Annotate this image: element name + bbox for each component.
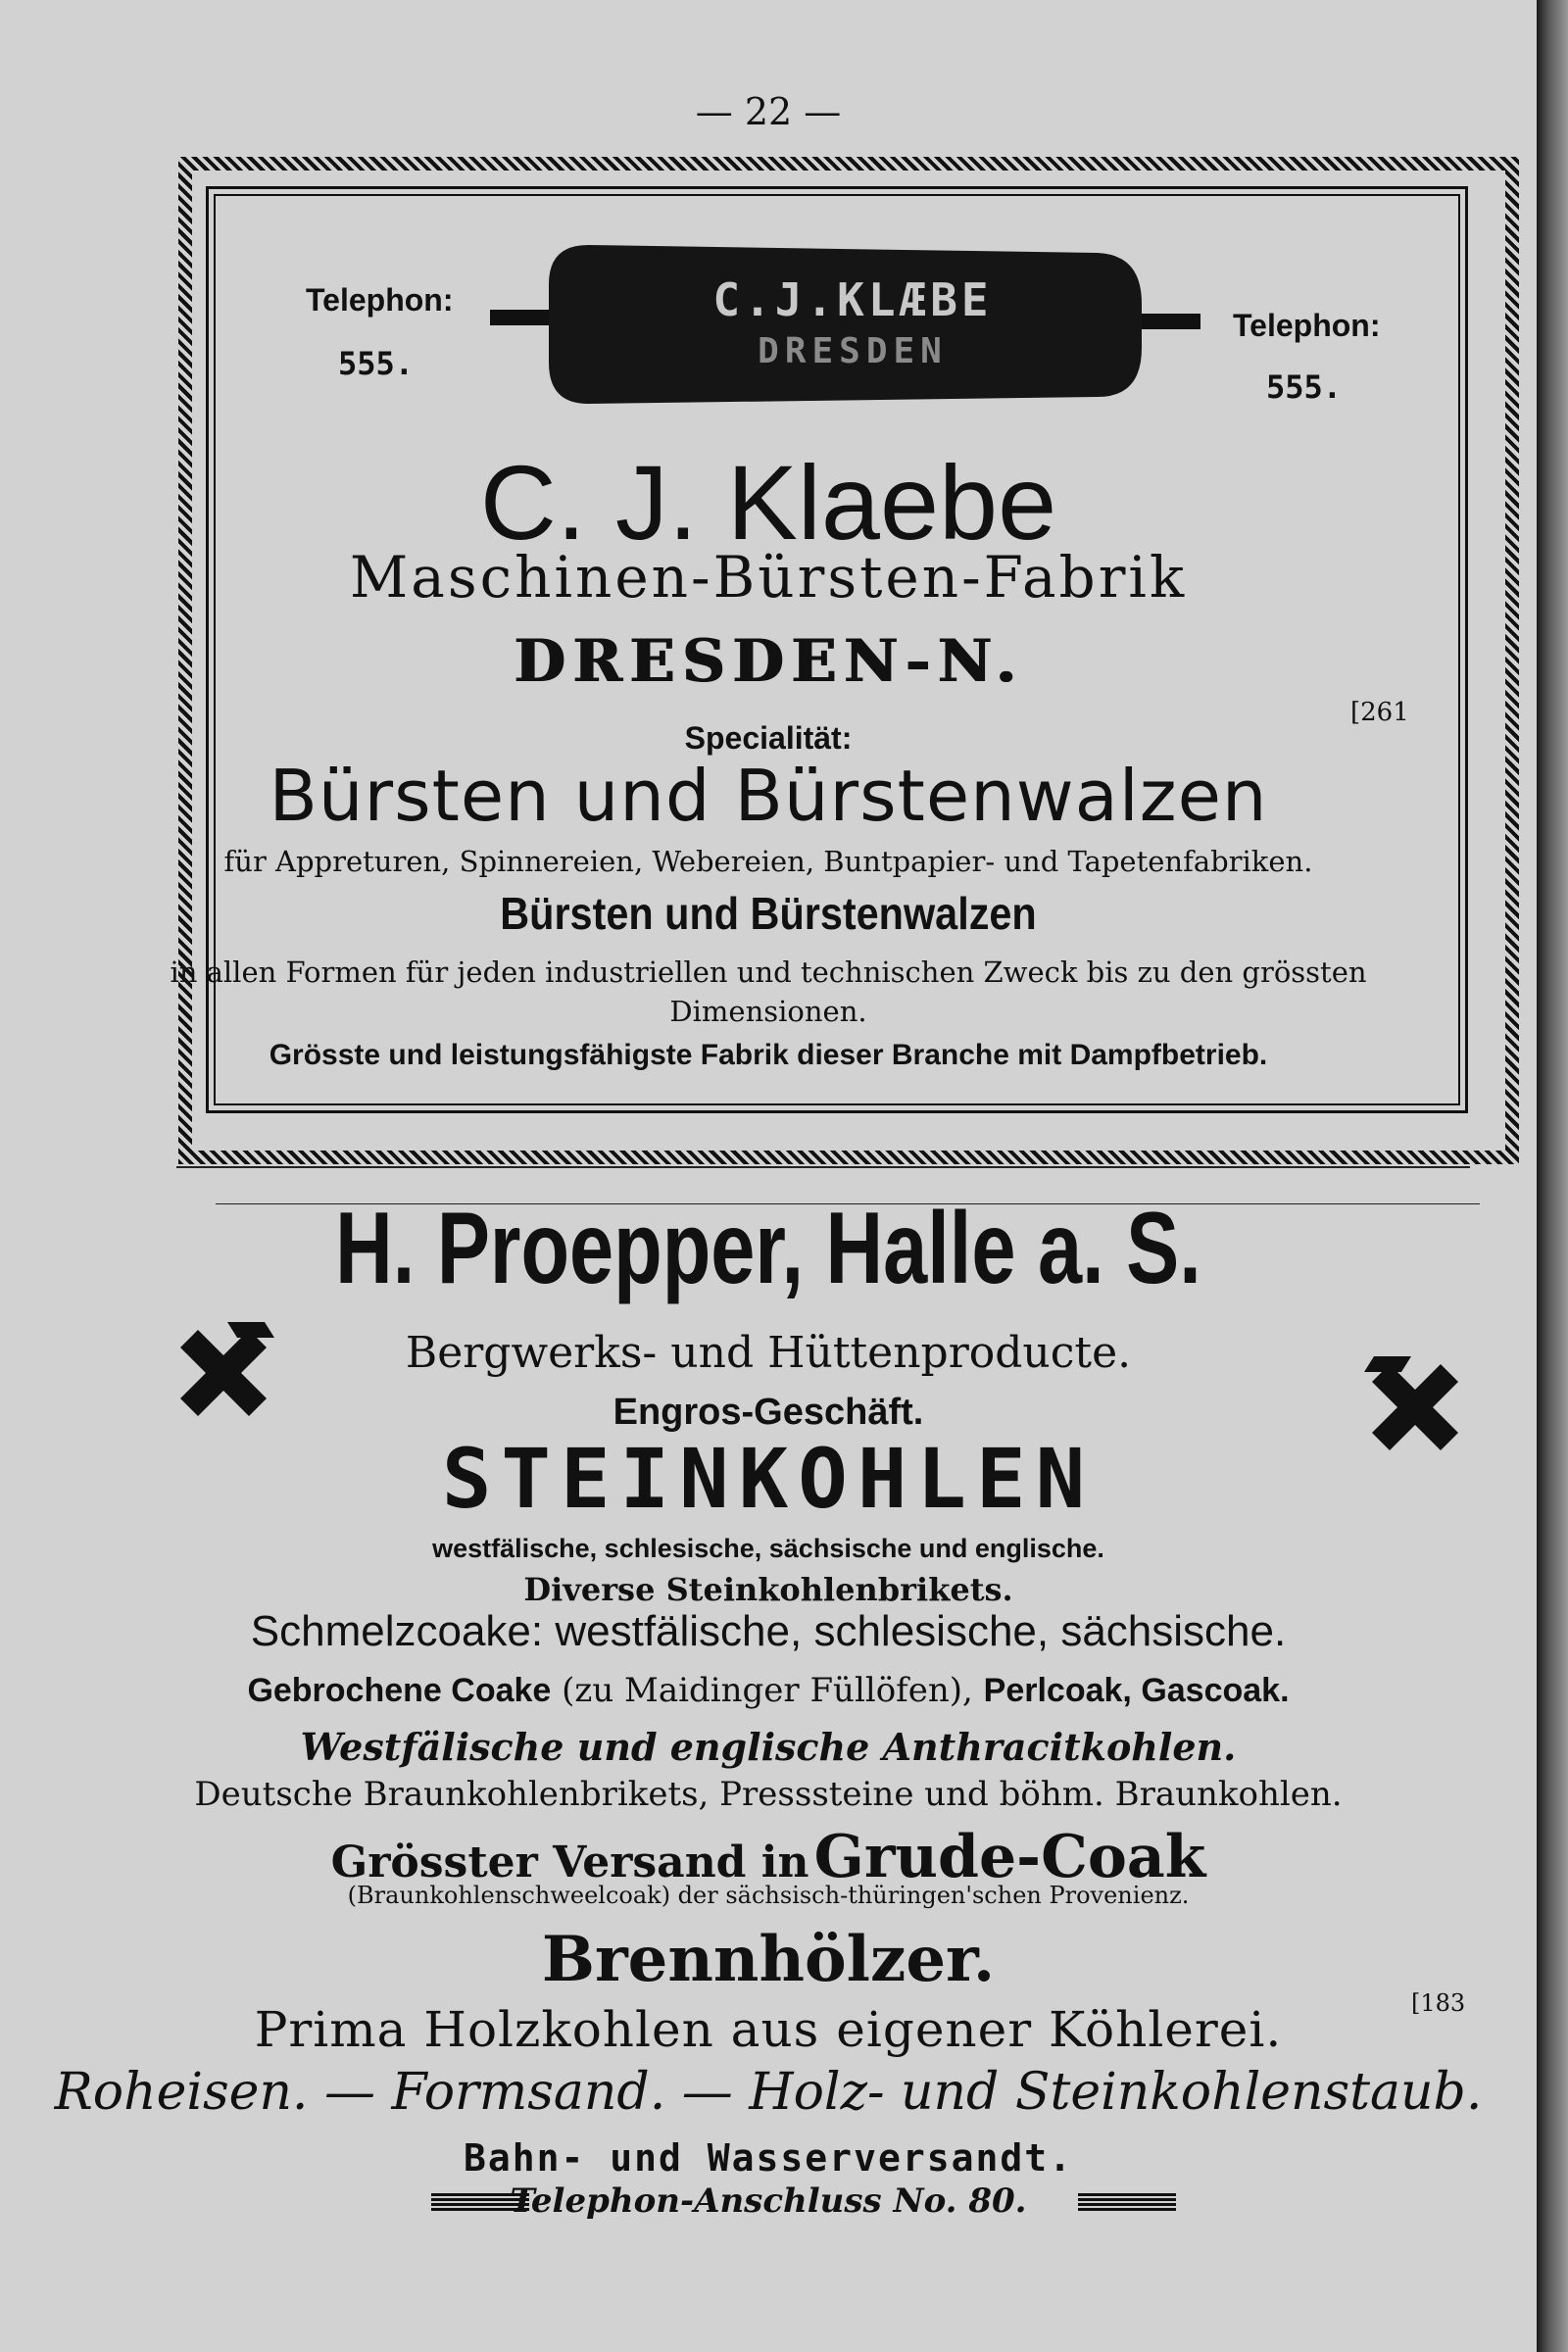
klaebe-forms-line-2: Dimensionen. (669, 995, 867, 1028)
proepper-holzkohlen: Prima Holzkohlen aus eigener Köhlerei. (254, 2001, 1283, 2058)
proepper-brennhoelzer: Brennhölzer. (541, 1923, 996, 1996)
gebrochene-mid: (zu Maidinger Füllöfen), (562, 1671, 973, 1710)
proepper-telephone: Telephon-Anschluss No. 80. (510, 2181, 1027, 2221)
speciality-label: Specialität: (684, 720, 853, 756)
proepper-roheisen: Roheisen. — Formsand. — Holz- und Steinkohlenstaub. (54, 2063, 1483, 2122)
proepper-engros: Engros-Geschäft. (612, 1392, 924, 1433)
versand-product: Grude-Coak (813, 1823, 1206, 1891)
proepper-schmelzcoake: Schmelzcoake: westfälische, schlesische, sächsische. (250, 1607, 1287, 1655)
klaebe-use-line: für Appreturen, Spinnereien, Webereien, Buntpapier- und Tapetenfabriken. (223, 845, 1313, 878)
proepper-products: Bergwerks- und Hüttenproducte. (405, 1328, 1132, 1378)
roller-axle-left (490, 310, 549, 325)
proepper-bahn: Bahn- und Wasserversandt. (464, 2136, 1073, 2180)
klaebe-ad-reference: [261 (1350, 698, 1409, 727)
proepper-gebrochene-coake (0, 1671, 1537, 1710)
klaebe-claim: Grösste und leistungsfähigste Fabrik dieser Branche mit Dampfbetrieb. (269, 1039, 1268, 1071)
telephone-label-left: Telephon: (306, 282, 454, 318)
ad-divider-rule (176, 1166, 1470, 1168)
roller-engraving-city: DRESDEN (758, 331, 948, 371)
klaebe-city: DRESDEN-N. (513, 627, 1024, 696)
telephone-number-right: 555. (1266, 368, 1343, 406)
proepper-braunkohlen: Deutsche Braunkohlenbrikets, Presssteine und böhm. Braunkohlen. (194, 1775, 1343, 1814)
telephone-number-left: 555. (338, 345, 415, 382)
klaebe-subtitle: Maschinen-Bürsten-Fabrik (349, 544, 1188, 611)
scan-edge-shadow (1537, 0, 1568, 2352)
brush-roller-illustration (490, 235, 1200, 407)
proepper-briketts: Diverse Steinkohlenbrikets. (523, 1571, 1013, 1608)
roller-axle-right (1137, 314, 1200, 329)
telephone-label-right: Telephon: (1233, 308, 1381, 343)
proepper-steinkohlen: STEINKOHLEN (441, 1431, 1096, 1527)
klaebe-headline: Bürsten und Bürstenwalzen (269, 755, 1268, 837)
proepper-anthracit: Westfälische und englische Anthracitkohlen. (300, 1725, 1237, 1769)
proepper-origins: westfälische, schlesische, sächsische und englische. (432, 1534, 1104, 1563)
klaebe-company-name: C. J. Klaebe (479, 443, 1057, 562)
klaebe-headline-2: Bürsten und Bürstenwalzen (500, 888, 1037, 939)
gebrochene-label: Gebrochene Coake (247, 1672, 552, 1709)
page-number: — 22 — (695, 90, 842, 133)
klaebe-forms-line-1: in allen Formen für jeden industriellen und technischen Zweck bis zu den grössten (170, 956, 1367, 989)
proepper-company-name: H. Proepper, Halle a. S. (335, 1192, 1201, 1305)
gebrochene-end: Perlcoak, Gascoak. (983, 1672, 1290, 1709)
telephone-rule-right (1078, 2193, 1176, 2211)
versand-label: Grösster Versand in (330, 1838, 809, 1887)
proepper-provenance: (Braunkohlenschweelcoak) der sächsisch-thüringen'schen Provenienz. (347, 1882, 1190, 1909)
roller-engraving-name: C.J.KLÆBE (712, 273, 993, 326)
proepper-ad-reference: [183 (1411, 1989, 1466, 2017)
